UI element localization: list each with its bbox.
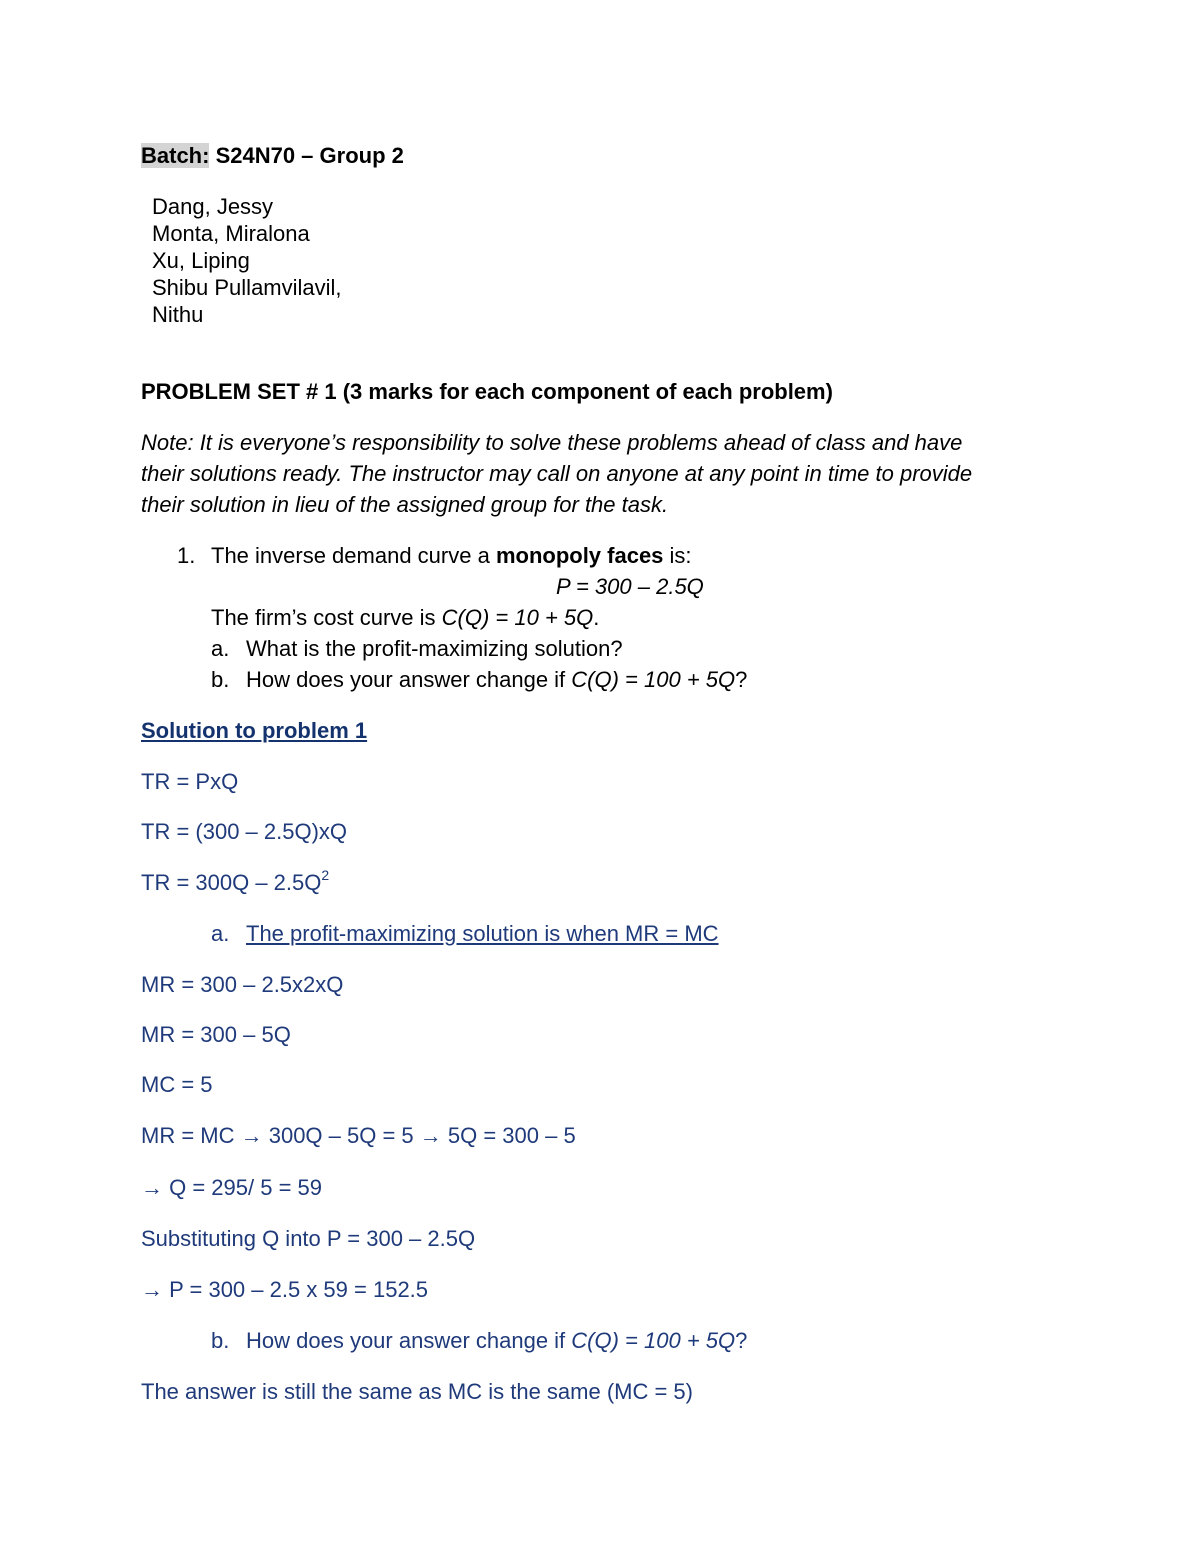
batch-line [141,143,404,169]
member-name: Xu, Liping [152,248,250,273]
cost-curve-line [211,605,599,631]
batch-label: Batch: [141,143,210,168]
problem-intro-bold: monopoly faces [495,543,664,568]
solution-a-text: The profit-maximizing solution is when MR = MC [246,921,719,946]
solution-line: → P = 300 – 2.5 x 59 = 152.5 [141,1277,429,1302]
question-a-marker: a. [211,636,230,661]
solution-b-equation: C(Q) = 100 + 5Q [571,1328,736,1353]
solution-b-text [246,1328,747,1354]
question-b-text [246,667,747,693]
solution-line: MR = MC → 300Q – 5Q = 5 → 5Q = 300 – 5 [141,1123,576,1148]
note-line: their solutions ready. The instructor may call on anyone at any point in time to provide [141,461,973,486]
question-b-end: ? [735,667,748,692]
demand-equation: P = 300 – 2.5Q [556,574,704,599]
member-name: Dang, Jessy [152,194,274,219]
problem-intro [211,543,692,569]
note-line: Note: It is everyone’s responsibility to solve these problems ahead of class and have [141,430,963,455]
tr-exponent: 2 [321,866,330,883]
question-b-equation: C(Q) = 100 + 5Q [571,667,736,692]
solution-line: TR = PxQ [141,769,239,794]
solution-b-end: ? [735,1328,748,1353]
problem-set-title: PROBLEM SET # 1 (3 marks for each component of each problem) [141,379,833,404]
question-a-text: What is the profit-maximizing solution? [246,636,623,661]
solution-line: MR = 300 – 2.5x2xQ [141,972,344,997]
note-line: their solution in lieu of the assigned group for the task. [141,492,669,517]
member-name: Nithu [152,302,204,327]
solution-line: MC = 5 [141,1072,213,1097]
question-b-marker: b. [211,667,230,692]
cost-text: The firm’s cost curve is [211,605,442,630]
solution-b-marker: b. [211,1328,230,1353]
cost-equation: C(Q) = 10 + 5Q [441,605,594,630]
solution-line: MR = 300 – 5Q [141,1022,291,1047]
question-b-lead: How does your answer change if [246,667,572,692]
member-name: Shibu Pullamvilavil, [152,275,342,300]
cost-end: . [593,605,600,630]
problem-number: 1. [177,543,196,568]
solution-b-lead: How does your answer change if [246,1328,572,1353]
solution-line [141,866,330,896]
solution-line: Substituting Q into P = 300 – 2.5Q [141,1226,476,1251]
tr-equation: TR = 300Q – 2.5Q [141,870,322,895]
solution-line: TR = (300 – 2.5Q)xQ [141,819,348,844]
solution-answer: The answer is still the same as MC is the same (MC = 5) [141,1379,693,1404]
solution-a-marker: a. [211,921,230,946]
solution-line: → Q = 295/ 5 = 59 [141,1175,323,1200]
problem-intro-end: is: [663,543,692,568]
member-name: Monta, Miralona [152,221,310,246]
batch-value: S24N70 – Group 2 [209,143,404,168]
solution-heading: Solution to problem 1 [141,718,368,743]
problem-intro-text: The inverse demand curve a [211,543,496,568]
